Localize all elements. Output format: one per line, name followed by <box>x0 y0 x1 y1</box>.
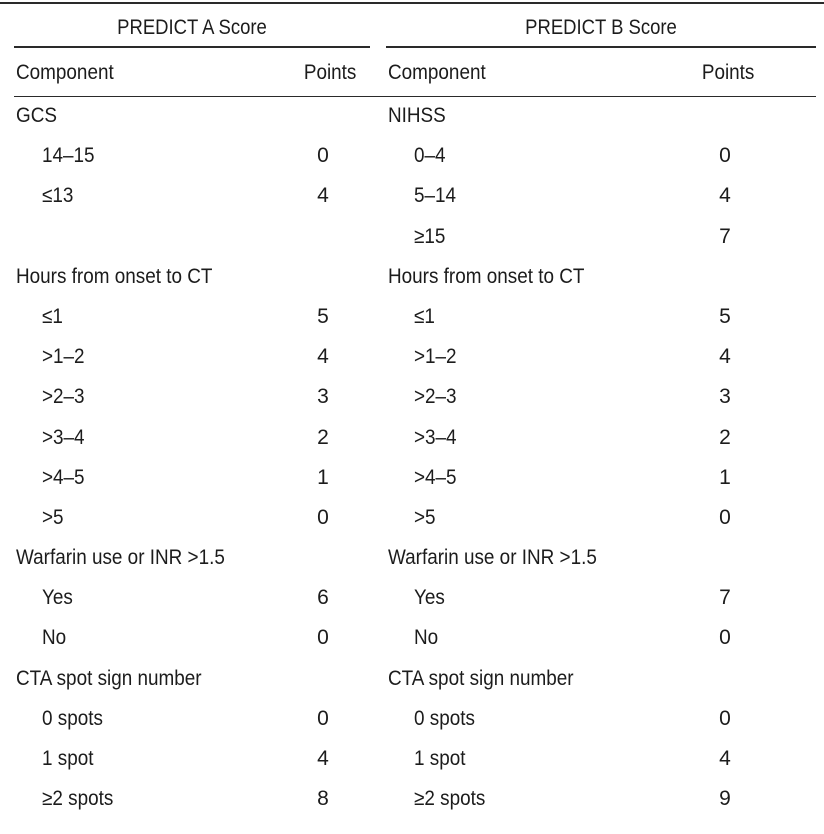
predict-a-title-rule <box>14 46 370 48</box>
table-row <box>388 498 788 538</box>
component-column-header: Component <box>388 61 486 84</box>
predict-a-header <box>16 55 356 91</box>
table-row <box>388 699 788 739</box>
category-row <box>388 257 788 297</box>
component-label: 1 spot <box>414 747 466 770</box>
component-label: Yes <box>42 586 73 610</box>
predict-a-title: PREDICT A Score <box>117 16 267 39</box>
category-label: GCS <box>16 104 57 127</box>
table-row <box>388 377 788 417</box>
points-value: 0 <box>317 626 329 650</box>
component-label: 5–14 <box>414 184 457 208</box>
table-row <box>388 418 788 458</box>
points-value: 8 <box>317 787 329 811</box>
table-row <box>16 418 416 458</box>
points-value: 0 <box>719 144 731 168</box>
component-label: >4–5 <box>414 465 457 489</box>
table-row <box>388 176 788 216</box>
points-value: 2 <box>719 425 731 449</box>
component-label: >4–5 <box>42 465 85 489</box>
points-column-header: Points <box>303 61 356 84</box>
component-label: >1–2 <box>414 345 457 369</box>
table-row <box>388 297 788 337</box>
points-value: 6 <box>317 586 329 610</box>
table-row <box>16 618 416 658</box>
table-row <box>16 739 416 779</box>
points-value: 3 <box>719 385 731 409</box>
table-row <box>388 337 788 377</box>
points-value: 0 <box>719 706 731 730</box>
category-label: NIHSS <box>388 104 446 127</box>
table-row <box>16 337 416 377</box>
predict-b-header <box>388 55 758 91</box>
points-value: 4 <box>317 345 329 369</box>
points-value: 1 <box>317 465 329 489</box>
table-row <box>16 779 416 819</box>
component-label: >5 <box>42 505 64 529</box>
points-value: 1 <box>719 465 731 489</box>
table-row <box>16 297 416 337</box>
table-row <box>16 458 416 498</box>
table-row <box>388 458 788 498</box>
component-label: ≤1 <box>414 304 435 328</box>
category-row <box>388 538 788 578</box>
component-column-header: Component <box>16 61 114 84</box>
category-row <box>16 96 416 136</box>
points-value: 4 <box>317 184 329 208</box>
component-label: 1 spot <box>42 747 94 770</box>
table-row <box>16 136 416 176</box>
points-value: 2 <box>317 425 329 449</box>
predict-b-title-rule <box>386 46 816 48</box>
predict-b-title: PREDICT B Score <box>525 16 677 39</box>
points-value: 0 <box>317 505 329 529</box>
component-label: No <box>414 626 439 650</box>
component-label: ≥2 spots <box>414 787 486 811</box>
points-value: 0 <box>317 706 329 730</box>
table-row <box>16 699 416 739</box>
category-label: Hours from onset to CT <box>388 264 585 288</box>
points-value: 0 <box>317 144 329 168</box>
predict-b-rows <box>388 96 788 819</box>
component-label: 0–4 <box>414 144 446 168</box>
table-row <box>388 578 788 618</box>
table-row <box>16 498 416 538</box>
points-value: 5 <box>719 304 731 328</box>
component-label: 14–15 <box>42 144 95 168</box>
category-label: CTA spot sign number <box>16 666 202 690</box>
category-row <box>388 96 788 136</box>
category-row <box>16 538 416 578</box>
points-value: 7 <box>719 586 731 610</box>
blank-row <box>16 217 416 257</box>
component-label: Yes <box>414 586 445 610</box>
component-label: ≥2 spots <box>42 787 114 811</box>
table-top-rule <box>0 2 824 4</box>
category-label: Warfarin use or INR >1.5 <box>388 546 597 570</box>
points-value: 7 <box>719 224 731 248</box>
category-label: Hours from onset to CT <box>16 264 213 288</box>
points-value: 9 <box>719 787 731 811</box>
component-label: >2–3 <box>42 385 85 409</box>
table-row <box>16 377 416 417</box>
table-row <box>16 176 416 216</box>
table-row <box>388 136 788 176</box>
component-label: 0 spots <box>42 706 103 730</box>
points-column-header: Points <box>701 61 754 84</box>
points-value: 4 <box>719 747 731 770</box>
component-label: >3–4 <box>42 425 85 449</box>
table-row <box>388 217 788 257</box>
component-label: No <box>42 626 67 650</box>
category-row <box>388 659 788 699</box>
points-value: 4 <box>317 747 329 770</box>
points-value: 4 <box>719 184 731 208</box>
component-label: >2–3 <box>414 385 457 409</box>
table-row <box>388 779 788 819</box>
points-value: 5 <box>317 304 329 328</box>
category-label: Warfarin use or INR >1.5 <box>16 546 225 570</box>
component-label: ≥15 <box>414 224 446 248</box>
component-label: >1–2 <box>42 345 85 369</box>
points-value: 4 <box>719 345 731 369</box>
component-label: ≤1 <box>42 304 63 328</box>
component-label: ≤13 <box>42 184 74 208</box>
category-row <box>16 257 416 297</box>
component-label: >5 <box>414 505 436 529</box>
table-row <box>388 739 788 779</box>
category-row <box>16 659 416 699</box>
component-label: 0 spots <box>414 706 475 730</box>
component-label: >3–4 <box>414 425 457 449</box>
predict-a-rows <box>16 96 416 819</box>
table-row <box>388 618 788 658</box>
points-value: 0 <box>719 626 731 650</box>
points-value: 3 <box>317 385 329 409</box>
points-value: 0 <box>719 505 731 529</box>
category-label: CTA spot sign number <box>388 666 574 690</box>
table-row <box>16 578 416 618</box>
